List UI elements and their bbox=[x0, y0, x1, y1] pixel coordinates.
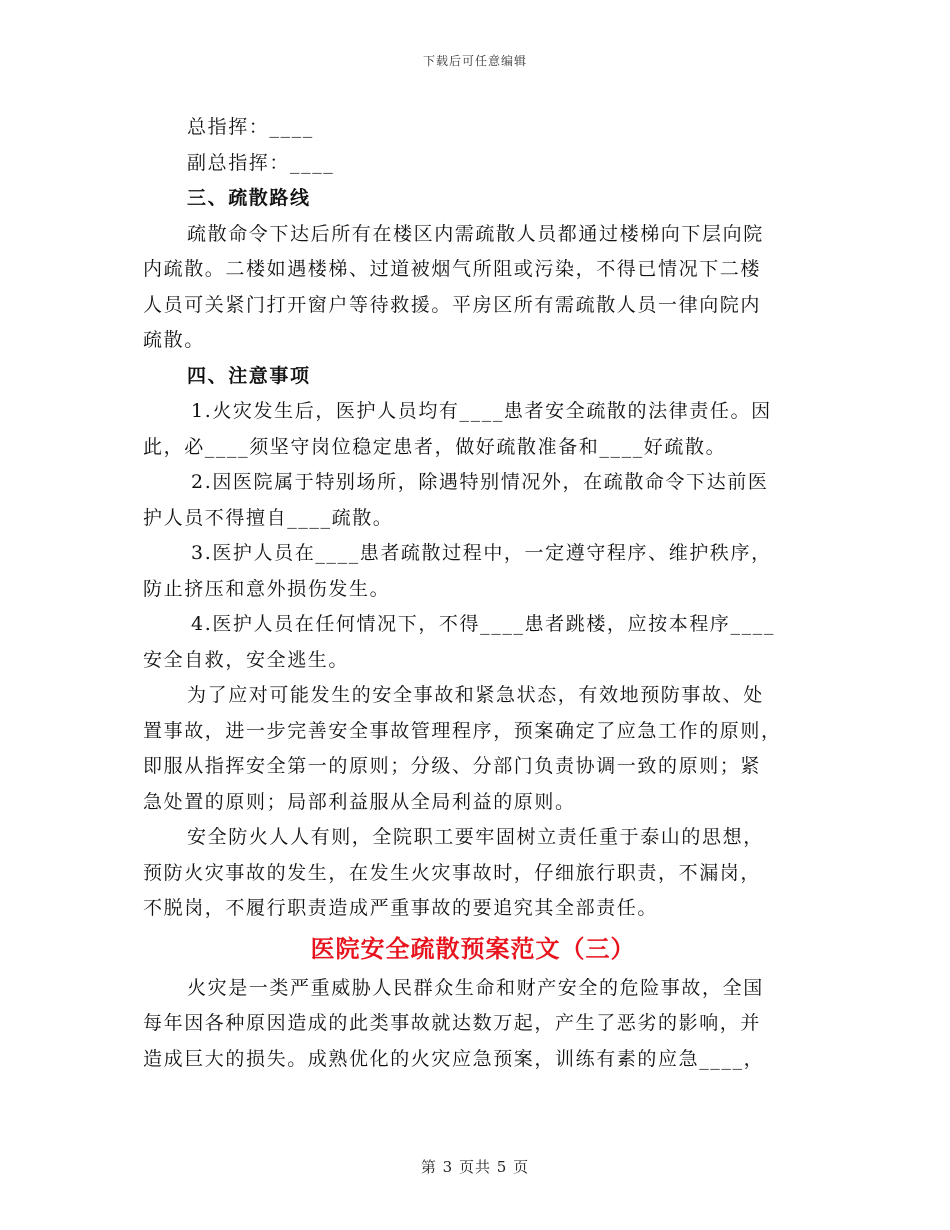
paragraph-line: 不脱岗，不履行职责造成严重事故的要追究其全部责任。 bbox=[143, 897, 659, 919]
paragraph-line: 急处置的原则；局部利益服从全局利益的原则。 bbox=[143, 790, 576, 813]
paragraph-line: 安全防火人人有则，全院职工要牢固树立责任重于泰山的思想， bbox=[187, 826, 764, 848]
paragraph-line: 为了应对可能发生的安全事故和紧急状态，有效地预防事故、处 bbox=[187, 684, 764, 706]
paragraph-line: 预防火灾事故的发生，在发生火灾事故时，仔细旅行职责，不漏岗， bbox=[143, 861, 762, 884]
paragraph-line: 疏散命令下达后所有在楼区内需疏散人员都通过楼梯向下层向院 bbox=[187, 222, 764, 245]
paragraph-line: 置事故，进一步完善安全事故管理程序，预案确定了应急工作的原则， bbox=[143, 719, 782, 742]
list-item-line: 护人员不得擅自____疏散。 bbox=[143, 506, 394, 529]
list-item-line: 此，必____须坚守岗位稳定患者，做好疏散准备和____好疏散。 bbox=[143, 435, 727, 458]
list-item-line: 防止挤压和意外损伤发生。 bbox=[143, 577, 391, 600]
paragraph-line: 内疏散。二楼如遇楼梯、过道被烟气所阻或污染，不得已情况下二楼 bbox=[143, 258, 762, 280]
paragraph-line: 火灾是一类严重威胁人民群众生命和财产安全的危险事故，全国 bbox=[187, 976, 764, 999]
paragraph-line: 人员可关紧门打开窗户等待救援。平房区所有需疏散人员一律向院内 bbox=[143, 293, 762, 316]
paragraph-line: 造成巨大的损失。成熟优化的火灾应急预案，训练有素的应急____， bbox=[143, 1047, 765, 1070]
text-line: 副总指挥：____ bbox=[187, 151, 335, 174]
list-item-line: 4.医护人员在任何情况下，不得____患者跳楼，应按本程序____ bbox=[191, 613, 775, 635]
section-title: 医院安全疏散预案范文（三） bbox=[310, 933, 636, 963]
list-item-line: 安全自救，安全逃生。 bbox=[143, 648, 350, 671]
page-header: 下载后可任意编辑 bbox=[422, 54, 527, 68]
document-body bbox=[143, 110, 803, 1077]
paragraph-line: 疏散。 bbox=[143, 329, 205, 351]
list-item-line: 2.因医院属于特别场所，除遇特别情况外，在疏散命令下达前医 bbox=[191, 471, 769, 493]
text-line: 总指挥：____ bbox=[187, 116, 314, 138]
page-footer: 第 3 页共 5 页 bbox=[420, 1158, 530, 1176]
paragraph-line: 每年因各种原因造成的此类事故就达数万起，产生了恶劣的影响，并 bbox=[143, 1012, 762, 1034]
section-heading: 四、注意事项 bbox=[187, 364, 311, 387]
list-item-line: 1.火灾发生后，医护人员均有____患者安全疏散的法律责任。因 bbox=[191, 400, 772, 422]
section-heading: 三、疏散路线 bbox=[187, 187, 311, 209]
paragraph-line: 即服从指挥安全第一的原则；分级、分部门负责协调一致的原则；紧 bbox=[143, 755, 762, 777]
list-item-line: 3.医护人员在____患者疏散过程中，一定遵守程序、维护秩序， bbox=[191, 542, 772, 564]
